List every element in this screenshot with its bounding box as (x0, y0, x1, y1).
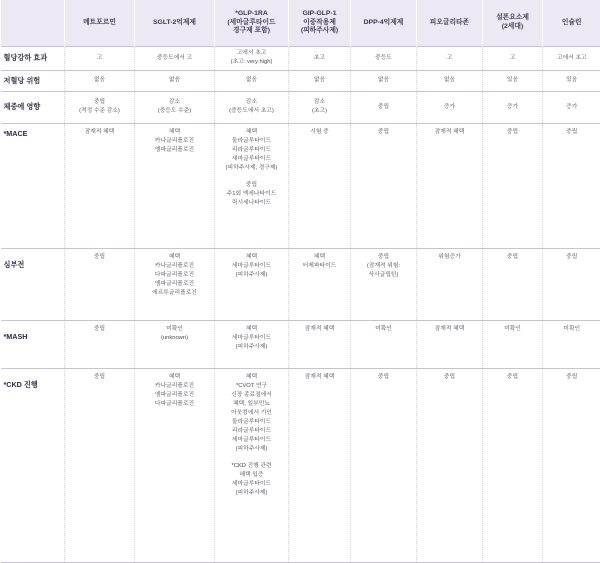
cell-line: 혜택, 일부민뇨 (233, 401, 270, 408)
table-row-mace (1, 123, 600, 248)
cell-line: (2세대) (501, 22, 524, 30)
row-label-hypoglycemia-risk: 저혈당 위험 (3, 75, 41, 85)
cell-line: 증가 (506, 103, 519, 110)
cell-hypoglycemia-risk-sglt2 (135, 70, 215, 91)
cell-hypoglycemia-risk-insulin (543, 70, 600, 91)
cell-line: 피오글리타존 (429, 18, 470, 26)
cell-line: (피하주사제) (300, 26, 339, 34)
cell-line: 감소 (245, 99, 258, 106)
cell-heart-failure-glp1ra (215, 248, 289, 320)
cell-line: (피하주사제) (235, 343, 268, 350)
cell-line: 세마글루타이드 (231, 481, 272, 488)
cell-mash-pioglitazone (417, 320, 483, 369)
cell-line: 고에서 초고 (236, 50, 267, 57)
cell-weight-effect-dpp4 (351, 91, 417, 123)
cell-line: (잠재적 위험: (366, 262, 401, 269)
cell-line: 엠파글리플로진 (154, 392, 195, 399)
cell-line: 에르투글리플로진 (152, 289, 197, 296)
header-row (1, 0, 600, 46)
cell-weight-effect-sulfonylurea (483, 91, 543, 123)
row-label-glucose-lowering: 혈당강하 효과 (3, 52, 48, 62)
cell-mace-metformin (65, 123, 135, 248)
cell-line: 중립 (443, 374, 456, 381)
cell-line: 고 (446, 54, 453, 61)
cell-line: 중립 (93, 253, 106, 260)
cell-line: 경구제 포함) (233, 26, 270, 34)
cell-mace-sglt2 (135, 123, 215, 248)
cell-line: 중등도에서 고 (156, 54, 193, 61)
cell-ckd-progression-glp1ra (215, 369, 289, 563)
table-row-glucose-lowering (1, 46, 600, 70)
cell-heart-failure-pioglitazone (417, 248, 483, 320)
cell-line: 미확인 (563, 325, 581, 332)
cell-line: 고 (509, 54, 516, 61)
cell-hypoglycemia-risk-dpp4 (351, 70, 417, 91)
cell-line: 중등도 (375, 54, 392, 61)
cell-mash-gip-glp1 (289, 320, 351, 369)
cell-line: 미확인 (166, 325, 183, 332)
cell-line: 위험증가 (438, 253, 461, 260)
cell-line: 중립 (506, 253, 519, 260)
header-pioglitazone (417, 0, 483, 46)
cell-heart-failure-insulin (543, 248, 600, 320)
cell-weight-effect-sglt2 (135, 91, 215, 123)
cell-weight-effect-metformin (65, 91, 135, 123)
cell-line: 없음 (168, 77, 181, 84)
cell-line: 시험 중 (310, 128, 329, 135)
line-gap (216, 173, 287, 181)
cell-line: 잠재적 혜택 (434, 128, 465, 135)
cell-line: 증가 (566, 103, 578, 110)
header-gip-glp1 (289, 0, 351, 46)
cell-heart-failure-sglt2 (135, 248, 215, 320)
cell-mash-insulin (543, 320, 600, 369)
cell-line: 없음 (377, 77, 390, 84)
cell-line: (피하주사제) (235, 490, 268, 497)
table-row-mash (1, 320, 600, 369)
cell-mash-sglt2 (135, 320, 215, 369)
cell-line: 없음 (245, 77, 258, 84)
cell-heart-failure-dpp4 (351, 248, 417, 320)
cell-weight-effect-insulin (543, 91, 600, 123)
cell-line: 터제파타이드 (302, 262, 337, 269)
cell-heart-failure-gip-glp1 (289, 248, 351, 320)
cell-line: 없음 (443, 77, 456, 84)
cell-line: *CKD 진행 관련 (231, 463, 272, 470)
cell-line: 카나글리플로진 (154, 137, 195, 144)
cell-line: 인슐린 (561, 18, 582, 26)
cell-line: 릭시세나타이드 (231, 199, 272, 206)
cell-line: 둘라글루타이드 (231, 419, 272, 426)
cell-line: 증가 (443, 103, 456, 110)
table-row-ckd-progression (1, 369, 600, 563)
cell-line: 중립 (93, 325, 106, 332)
cell-glucose-lowering-glp1ra (215, 46, 289, 70)
cell-line: 다파글리플로진 (154, 271, 195, 278)
cell-weight-effect-gip-glp1 (289, 91, 351, 123)
cell-hypoglycemia-risk-glp1ra (215, 70, 289, 91)
cell-line: 중립 (377, 103, 390, 110)
cell-line: 있음 (566, 77, 578, 84)
cell-heart-failure-sulfonylurea (483, 248, 543, 320)
cell-ckd-progression-dpp4 (351, 369, 417, 563)
cell-line: 감소 (313, 99, 326, 106)
cell-line: 미확인 (504, 325, 521, 332)
cell-line: 리라글루타이드 (231, 146, 272, 153)
cell-glucose-lowering-insulin (543, 46, 600, 70)
cell-line: 고 (96, 54, 103, 61)
cell-line: 세마글루타이드 (231, 334, 272, 341)
cell-mace-sulfonylurea (483, 123, 543, 248)
cell-line: 있음 (506, 77, 519, 84)
cell-line: 아웃컴에서 기인 (231, 410, 272, 417)
cell-line: (중등도에서 초고) (229, 108, 274, 115)
cell-glucose-lowering-sglt2 (135, 46, 215, 70)
cell-line: (초고) (311, 108, 328, 115)
cell-line: *CVOT 연구 (235, 383, 268, 390)
cell-line: 세마글루타이드 (231, 262, 272, 269)
cell-line: 잠재적 혜택 (434, 325, 465, 332)
cell-glucose-lowering-dpp4 (351, 46, 417, 70)
cell-line: DPP-4억제제 (363, 18, 404, 26)
cell-ckd-progression-pioglitazone (417, 369, 483, 563)
cell-line: 엠파글리플로진 (154, 146, 195, 153)
row-label-weight-effect: 체중에 영향 (3, 102, 41, 111)
cell-line: 초고 (313, 54, 326, 61)
cell-line: 혜택 (168, 374, 181, 381)
cell-line: (초고: very high) (230, 59, 273, 66)
cell-line: 혜택 (245, 253, 258, 260)
cell-line: 잠재적 혜택 (304, 374, 335, 381)
cell-line: 세마글루타이드 (231, 437, 272, 444)
header-sulfonylurea (483, 0, 543, 46)
cell-ckd-progression-sglt2 (135, 369, 215, 563)
cell-ckd-progression-insulin (543, 369, 600, 563)
row-label-mash: *MASH (3, 331, 28, 341)
line-gap (216, 454, 287, 462)
cell-line: 혜택 (168, 253, 181, 260)
cell-line: 잠재적 혜택 (84, 128, 115, 135)
cell-line: 혜택 (168, 128, 181, 135)
header-glp1ra (215, 0, 289, 46)
cell-line: 혜택 입증 (239, 472, 264, 479)
table-row-weight-effect (1, 91, 600, 123)
cell-line: 중립 (377, 374, 390, 381)
cell-line: 삭사글립틴) (368, 271, 399, 278)
cell-mash-metformin (65, 320, 135, 369)
cell-line: 중립 (566, 253, 578, 260)
table-row-heart-failure (1, 248, 600, 320)
cell-line: SGLT-2억제제 (153, 18, 196, 26)
cell-line: GIP-GLP-1 (302, 10, 337, 18)
cell-line: 다파글리플로진 (154, 401, 195, 408)
cell-ckd-progression-sulfonylurea (483, 369, 543, 563)
cell-line: 신장 종료점에서 (231, 392, 272, 399)
cell-mace-insulin (543, 123, 600, 248)
cell-line: 감소 (168, 99, 181, 106)
row-label-mace: *MACE (3, 128, 28, 138)
cell-glucose-lowering-gip-glp1 (289, 46, 351, 70)
cell-line: 없음 (93, 77, 106, 84)
cell-line: (적정 수준 감소) (79, 108, 120, 115)
cell-line: 이중작용제 (303, 18, 336, 26)
cell-line: 중립 (377, 128, 390, 135)
cell-line: 설폰요소제 (496, 14, 529, 22)
cell-mash-sulfonylurea (483, 320, 543, 369)
cell-line: (피하주사제) (235, 271, 268, 278)
cell-line: (피하주사제) (235, 446, 268, 453)
cell-hypoglycemia-risk-sulfonylurea (483, 70, 543, 91)
cell-line: 둘라글루타이드 (231, 137, 272, 144)
cell-line: 혜택 (245, 128, 258, 135)
cell-line: (피하주사제, 경구제) (225, 164, 278, 171)
header-metformin (65, 0, 135, 46)
cell-line: 중립 (506, 128, 519, 135)
cell-line: 미확인 (375, 325, 392, 332)
cell-heart-failure-metformin (65, 248, 135, 320)
cell-line: 중립 (377, 253, 390, 260)
cell-line: 중립 (566, 374, 578, 381)
cell-mace-glp1ra (215, 123, 289, 248)
cell-line: 잠재적 혜택 (304, 325, 335, 332)
cell-line: *GLP-1RA (235, 10, 268, 18)
header-dpp4 (351, 0, 417, 46)
cell-line: 중립 (93, 99, 106, 106)
cell-glucose-lowering-pioglitazone (417, 46, 483, 70)
cell-mash-glp1ra (215, 320, 289, 369)
cell-line: 주1회 엑세나타이드 (226, 190, 277, 197)
cell-line: 중립 (506, 374, 519, 381)
header-insulin (543, 0, 600, 46)
cell-hypoglycemia-risk-pioglitazone (417, 70, 483, 91)
cell-weight-effect-glp1ra (215, 91, 289, 123)
cell-line: 고에서 초고 (556, 54, 587, 61)
cell-mace-dpp4 (351, 123, 417, 248)
cell-hypoglycemia-risk-metformin (65, 70, 135, 91)
cell-line: 카나글리플로진 (154, 383, 195, 390)
table-row-hypoglycemia-risk (1, 70, 600, 91)
cell-line: 혜택 (313, 253, 326, 260)
cell-ckd-progression-gip-glp1 (289, 369, 351, 563)
cell-line: (세마글루타이드 (227, 18, 276, 26)
row-label-ckd-progression: *CKD 진행 (3, 380, 38, 390)
cell-line: 중립 (245, 181, 258, 188)
cell-line: 메트포르민 (83, 18, 116, 26)
cell-mace-gip-glp1 (289, 123, 351, 248)
cell-line: 세마글루타이드 (231, 155, 272, 162)
cell-line: 카나글리플로진 (154, 262, 195, 269)
cell-glucose-lowering-metformin (65, 46, 135, 70)
cell-line: 중립 (566, 128, 578, 135)
cell-ckd-progression-metformin (65, 369, 135, 563)
cell-line: 엠파글리플로진 (154, 280, 195, 287)
header-sglt2 (135, 0, 215, 46)
header-corner (1, 0, 65, 46)
cell-line: 혜택 (245, 374, 258, 381)
cell-line: 혜택 (245, 325, 258, 332)
cell-line: 없음 (313, 77, 326, 84)
cell-hypoglycemia-risk-gip-glp1 (289, 70, 351, 91)
cell-line: 리라글루타이드 (231, 428, 272, 435)
cell-weight-effect-pioglitazone (417, 91, 483, 123)
row-label-heart-failure: 심부전 (3, 259, 25, 269)
cell-mace-pioglitazone (417, 123, 483, 248)
cell-line: (unknown) (160, 334, 189, 341)
cell-line: (중등도 수준) (157, 108, 192, 115)
cell-line: 중립 (93, 374, 106, 381)
cell-mash-dpp4 (351, 320, 417, 369)
cell-glucose-lowering-sulfonylurea (483, 46, 543, 70)
